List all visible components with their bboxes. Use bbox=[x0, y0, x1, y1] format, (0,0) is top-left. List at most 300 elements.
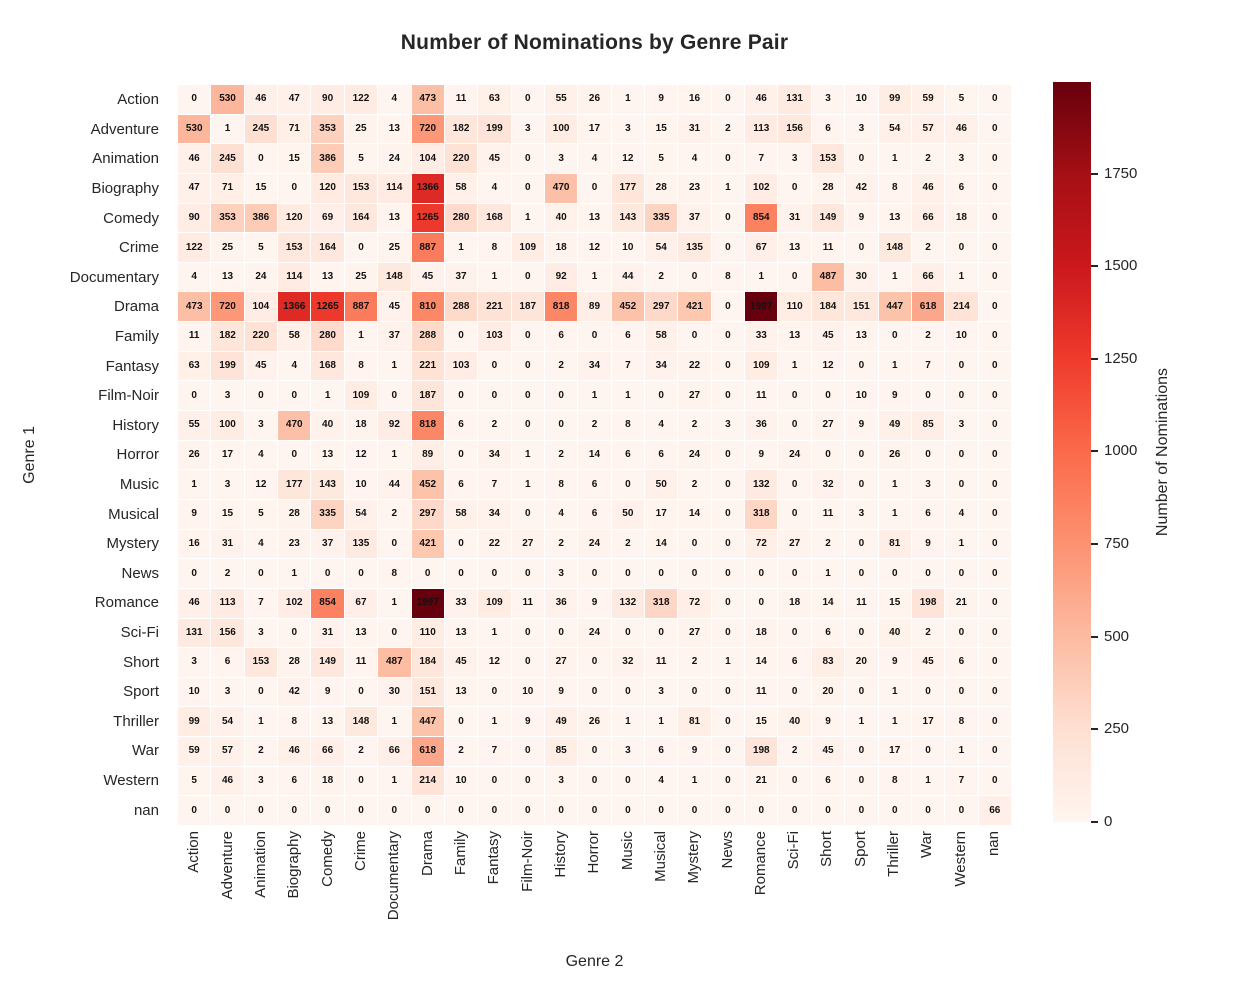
cell-value: 11 bbox=[822, 241, 834, 253]
heatmap-cell bbox=[778, 737, 810, 766]
cell-value: 0 bbox=[191, 389, 197, 401]
heatmap-cell bbox=[845, 381, 877, 410]
cell-value: 9 bbox=[858, 419, 865, 431]
cell-value: 54 bbox=[221, 715, 234, 727]
cell-value: 24 bbox=[588, 626, 601, 638]
cell-value: 0 bbox=[858, 478, 865, 490]
x-tick-label: Action bbox=[185, 831, 203, 873]
heatmap-cell bbox=[378, 381, 410, 410]
cell-value: 12 bbox=[822, 360, 834, 372]
cell-value: 473 bbox=[185, 300, 203, 312]
cell-value: 1 bbox=[725, 182, 731, 194]
heatmap-cell bbox=[945, 292, 977, 321]
y-tick-label: Family bbox=[114, 328, 159, 346]
cell-value: 5 bbox=[191, 775, 197, 787]
heatmap-cell bbox=[979, 411, 1011, 440]
cell-value: 318 bbox=[652, 597, 670, 609]
heatmap-cell bbox=[745, 441, 777, 470]
cell-value: 30 bbox=[388, 686, 400, 698]
colorbar-tick-label: 250 bbox=[1104, 720, 1130, 738]
cell-value: 1 bbox=[891, 360, 898, 372]
heatmap-cell bbox=[778, 589, 810, 618]
heatmap-cell bbox=[945, 411, 977, 440]
cell-value: 0 bbox=[992, 211, 998, 223]
heatmap-cell bbox=[678, 707, 710, 736]
heatmap-cell bbox=[311, 322, 343, 351]
heatmap-cell bbox=[712, 411, 744, 440]
heatmap-cell bbox=[678, 441, 710, 470]
cell-value: 0 bbox=[491, 804, 498, 816]
heatmap-cell bbox=[845, 144, 877, 173]
cell-value: 14 bbox=[755, 656, 767, 668]
cell-value: 81 bbox=[889, 537, 901, 549]
cell-value: 199 bbox=[486, 122, 503, 134]
cell-value: 0 bbox=[891, 804, 898, 816]
cell-value: 1 bbox=[958, 271, 965, 283]
cell-value: 34 bbox=[588, 360, 601, 372]
heatmap-cell bbox=[311, 174, 343, 203]
heatmap-cell bbox=[378, 530, 410, 559]
cell-value: 28 bbox=[822, 182, 834, 194]
cell-value: 1 bbox=[524, 478, 531, 490]
cell-value: 4 bbox=[591, 152, 598, 164]
heatmap-cell bbox=[612, 144, 644, 173]
cell-value: 37 bbox=[689, 211, 701, 223]
heatmap-cell bbox=[912, 85, 944, 114]
heatmap-cell bbox=[578, 322, 610, 351]
heatmap-cell bbox=[311, 589, 343, 618]
cell-value: 49 bbox=[555, 715, 567, 727]
cell-value: 14 bbox=[655, 537, 667, 549]
heatmap-cell bbox=[545, 530, 577, 559]
cell-value: 0 bbox=[524, 508, 531, 520]
heatmap-cell bbox=[412, 85, 444, 114]
heatmap-cell bbox=[812, 352, 844, 381]
cell-value: 0 bbox=[725, 241, 731, 253]
cell-value: 3 bbox=[224, 686, 231, 698]
heatmap-cell bbox=[445, 707, 477, 736]
cell-value: 0 bbox=[791, 478, 798, 490]
heatmap-cell bbox=[378, 767, 410, 796]
cell-value: 0 bbox=[825, 448, 831, 460]
heatmap-cell bbox=[845, 233, 877, 262]
x-tick-label: Documentary bbox=[385, 831, 403, 921]
heatmap-cell bbox=[245, 85, 277, 114]
cell-value: 151 bbox=[419, 686, 437, 698]
heatmap-cell bbox=[712, 737, 744, 766]
heatmap-cell bbox=[178, 470, 210, 499]
cell-value: 9 bbox=[558, 686, 564, 698]
heatmap-cell bbox=[645, 381, 677, 410]
heatmap-cell bbox=[545, 174, 577, 203]
cell-value: 0 bbox=[925, 567, 931, 579]
cell-value: 18 bbox=[322, 775, 334, 787]
cell-value: 66 bbox=[989, 804, 1001, 816]
heatmap-cell bbox=[845, 796, 877, 825]
cell-value: 99 bbox=[188, 715, 200, 727]
heatmap-cell bbox=[945, 85, 977, 114]
cell-value: 3 bbox=[524, 122, 531, 134]
x-tick-label: Animation bbox=[252, 831, 270, 898]
heatmap-cell bbox=[278, 411, 310, 440]
heatmap-cell bbox=[378, 174, 410, 203]
heatmap-cell bbox=[345, 470, 377, 499]
cell-value: 1 bbox=[391, 715, 398, 727]
y-tick-label: Sci-Fi bbox=[120, 624, 159, 642]
heatmap-cell bbox=[245, 589, 277, 618]
cell-value: 0 bbox=[725, 686, 731, 698]
heatmap-cell bbox=[979, 204, 1011, 233]
cell-value: 4 bbox=[658, 775, 664, 787]
cell-value: 58 bbox=[455, 508, 467, 520]
heatmap-cell bbox=[211, 559, 243, 588]
cell-value: 1 bbox=[324, 389, 331, 401]
cell-value: 40 bbox=[889, 626, 901, 638]
cell-value: 818 bbox=[552, 300, 570, 312]
colorbar-tick-mark bbox=[1091, 728, 1098, 730]
heatmap-cell bbox=[178, 530, 210, 559]
cell-value: 6 bbox=[958, 656, 965, 668]
heatmap-cell bbox=[578, 707, 610, 736]
heatmap-cell bbox=[412, 796, 444, 825]
cell-value: 6 bbox=[591, 508, 598, 520]
cell-value: 1 bbox=[191, 478, 197, 490]
cell-value: 2 bbox=[591, 419, 598, 431]
heatmap-cell bbox=[545, 204, 577, 233]
heatmap-cell bbox=[645, 411, 677, 440]
heatmap-cell bbox=[678, 589, 710, 618]
heatmap-cell bbox=[378, 707, 410, 736]
heatmap-cell bbox=[178, 796, 210, 825]
heatmap-cell bbox=[645, 648, 677, 677]
cell-value: 0 bbox=[858, 152, 865, 164]
cell-value: 47 bbox=[288, 93, 300, 105]
heatmap-cell bbox=[278, 796, 310, 825]
cell-value: 99 bbox=[889, 93, 901, 105]
cell-value: 46 bbox=[188, 152, 200, 164]
cell-value: 18 bbox=[955, 211, 967, 223]
cell-value: 33 bbox=[755, 330, 767, 342]
cell-value: 83 bbox=[822, 656, 834, 668]
heatmap-cell bbox=[578, 796, 610, 825]
cell-value: 0 bbox=[725, 567, 731, 579]
cell-value: 6 bbox=[825, 775, 831, 787]
heatmap-cell bbox=[512, 352, 544, 381]
cell-value: 9 bbox=[825, 715, 831, 727]
cell-value: 100 bbox=[219, 419, 236, 431]
heatmap-cell bbox=[378, 263, 410, 292]
heatmap-cell bbox=[812, 737, 844, 766]
heatmap-cell bbox=[778, 144, 810, 173]
heatmap-cell bbox=[311, 767, 343, 796]
heatmap-cell bbox=[378, 292, 410, 321]
cell-value: 23 bbox=[288, 537, 300, 549]
heatmap-cell bbox=[879, 589, 911, 618]
heatmap-cell bbox=[178, 352, 210, 381]
cell-value: 7 bbox=[925, 360, 931, 372]
cell-value: 353 bbox=[319, 122, 336, 134]
cell-value: 24 bbox=[689, 448, 701, 460]
cell-value: 8 bbox=[891, 182, 898, 194]
cell-value: 44 bbox=[622, 271, 634, 283]
heatmap-cell bbox=[445, 648, 477, 677]
cell-value: 36 bbox=[755, 419, 767, 431]
cell-value: 153 bbox=[819, 152, 837, 164]
heatmap-cell bbox=[545, 678, 577, 707]
heatmap-cell bbox=[211, 115, 243, 144]
cell-value: 3 bbox=[558, 152, 564, 164]
heatmap-cell bbox=[712, 619, 744, 648]
cell-value: 0 bbox=[725, 626, 731, 638]
heatmap-cell bbox=[612, 589, 644, 618]
heatmap-cell bbox=[912, 678, 944, 707]
heatmap-cell bbox=[512, 204, 544, 233]
heatmap-cell bbox=[945, 737, 977, 766]
cell-value: 54 bbox=[655, 241, 667, 253]
cell-value: 0 bbox=[258, 389, 264, 401]
cell-value: 0 bbox=[391, 626, 398, 638]
cell-value: 135 bbox=[686, 241, 703, 253]
heatmap-cell bbox=[912, 767, 944, 796]
cell-value: 3 bbox=[258, 419, 264, 431]
heatmap-cell bbox=[478, 292, 510, 321]
cell-value: 0 bbox=[958, 567, 965, 579]
heatmap-cell bbox=[578, 767, 610, 796]
heatmap-cell bbox=[945, 619, 977, 648]
heatmap-cell bbox=[945, 796, 977, 825]
heatmap-cell bbox=[745, 500, 777, 529]
heatmap-cell bbox=[378, 85, 410, 114]
heatmap-cell bbox=[311, 411, 343, 440]
cell-value: 1 bbox=[691, 775, 698, 787]
heatmap-cell bbox=[645, 737, 677, 766]
heatmap-cell bbox=[445, 115, 477, 144]
heatmap-cell bbox=[879, 530, 911, 559]
cell-value: 81 bbox=[689, 715, 701, 727]
cell-value: 46 bbox=[755, 93, 767, 105]
x-tick-label: Biography bbox=[285, 831, 303, 899]
cell-value: 1 bbox=[491, 715, 498, 727]
heatmap-cell bbox=[979, 559, 1011, 588]
cell-value: 26 bbox=[588, 93, 601, 105]
heatmap-cell bbox=[612, 470, 644, 499]
cell-value: 66 bbox=[388, 745, 400, 757]
cell-value: 0 bbox=[725, 478, 731, 490]
cell-value: 2 bbox=[925, 152, 931, 164]
heatmap-cell bbox=[778, 441, 810, 470]
heatmap-cell bbox=[945, 381, 977, 410]
cell-value: 7 bbox=[491, 478, 498, 490]
heatmap-cell bbox=[412, 411, 444, 440]
heatmap-cell bbox=[545, 381, 577, 410]
heatmap-cell bbox=[778, 796, 810, 825]
heatmap-cell bbox=[578, 411, 610, 440]
cell-value: 0 bbox=[591, 745, 598, 757]
heatmap-cell bbox=[778, 648, 810, 677]
cell-value: 0 bbox=[691, 271, 698, 283]
cell-value: 4 bbox=[958, 508, 965, 520]
heatmap-cell bbox=[245, 500, 277, 529]
cell-value: 2 bbox=[558, 537, 564, 549]
cell-value: 0 bbox=[858, 360, 865, 372]
heatmap-cell bbox=[211, 85, 243, 114]
cell-value: 59 bbox=[922, 93, 934, 105]
cell-value: 28 bbox=[655, 182, 667, 194]
cell-value: 0 bbox=[524, 360, 531, 372]
cell-value: 288 bbox=[452, 300, 470, 312]
heatmap-cell bbox=[879, 648, 911, 677]
heatmap-cell bbox=[845, 500, 877, 529]
cell-value: 8 bbox=[891, 775, 898, 787]
cell-value: 530 bbox=[185, 122, 203, 134]
heatmap-cell bbox=[211, 796, 243, 825]
heatmap-cell bbox=[245, 174, 277, 203]
heatmap-cell bbox=[778, 619, 810, 648]
heatmap-cell bbox=[812, 115, 844, 144]
heatmap-cell bbox=[979, 441, 1011, 470]
heatmap-cell bbox=[745, 233, 777, 262]
heatmap-cell bbox=[712, 707, 744, 736]
cell-value: 11 bbox=[455, 93, 467, 105]
heatmap-cell bbox=[612, 352, 644, 381]
heatmap-cell bbox=[245, 322, 277, 351]
cell-value: 720 bbox=[219, 300, 236, 312]
heatmap-cell bbox=[178, 204, 210, 233]
heatmap-cell bbox=[311, 292, 343, 321]
heatmap-cell bbox=[545, 648, 577, 677]
heatmap-cell bbox=[645, 233, 677, 262]
heatmap-cell bbox=[778, 767, 810, 796]
cell-value: 0 bbox=[992, 745, 998, 757]
cell-value: 421 bbox=[686, 300, 703, 312]
heatmap-cell bbox=[178, 559, 210, 588]
heatmap-cell bbox=[445, 204, 477, 233]
heatmap-cell bbox=[678, 144, 710, 173]
heatmap-cell bbox=[512, 115, 544, 144]
heatmap-cell bbox=[812, 589, 844, 618]
cell-value: 0 bbox=[791, 775, 798, 787]
heatmap-cell bbox=[912, 174, 944, 203]
heatmap-cell bbox=[845, 707, 877, 736]
y-tick-label: Drama bbox=[113, 298, 159, 316]
heatmap-cell bbox=[445, 411, 477, 440]
heatmap-cell bbox=[378, 589, 410, 618]
heatmap-cell bbox=[678, 796, 710, 825]
heatmap-cell bbox=[445, 381, 477, 410]
heatmap-cell bbox=[912, 470, 944, 499]
heatmap-cell bbox=[645, 796, 677, 825]
heatmap-cell bbox=[612, 500, 644, 529]
cell-value: 0 bbox=[458, 389, 464, 401]
cell-value: 85 bbox=[922, 419, 934, 431]
cell-value: 21 bbox=[955, 597, 967, 609]
cell-value: 0 bbox=[524, 152, 531, 164]
cell-value: 58 bbox=[288, 330, 300, 342]
heatmap-cell bbox=[245, 678, 277, 707]
cell-value: 0 bbox=[725, 775, 731, 787]
cell-value: 148 bbox=[385, 271, 403, 283]
cell-value: 470 bbox=[552, 182, 570, 194]
colorbar-tick-label: 1500 bbox=[1104, 257, 1138, 275]
x-tick-label: Thriller bbox=[885, 831, 903, 877]
cell-value: 0 bbox=[524, 271, 531, 283]
heatmap-cell bbox=[278, 381, 310, 410]
heatmap-cell bbox=[879, 619, 911, 648]
heatmap-cell bbox=[712, 530, 744, 559]
cell-value: 0 bbox=[725, 300, 731, 312]
cell-value: 1265 bbox=[316, 300, 339, 312]
heatmap-cell bbox=[578, 144, 610, 173]
heatmap-cell bbox=[278, 678, 310, 707]
cell-value: 1 bbox=[891, 478, 898, 490]
cell-value: 1 bbox=[391, 775, 398, 787]
cell-value: 0 bbox=[491, 360, 498, 372]
heatmap-cell bbox=[879, 470, 911, 499]
cell-value: 13 bbox=[455, 626, 467, 638]
heatmap-cell bbox=[378, 678, 410, 707]
heatmap-cell bbox=[612, 233, 644, 262]
cell-value: 0 bbox=[858, 626, 865, 638]
cell-value: 13 bbox=[455, 686, 467, 698]
heatmap-cell bbox=[478, 470, 510, 499]
heatmap-cell bbox=[545, 441, 577, 470]
cell-value: 7 bbox=[758, 152, 765, 164]
cell-value: 220 bbox=[452, 152, 470, 164]
heatmap-cell bbox=[979, 796, 1011, 825]
heatmap-cell bbox=[778, 263, 810, 292]
cell-value: 6 bbox=[458, 478, 464, 490]
heatmap-cell bbox=[478, 144, 510, 173]
heatmap-cell bbox=[178, 263, 210, 292]
heatmap-cell bbox=[512, 648, 544, 677]
cell-value: 0 bbox=[992, 271, 998, 283]
heatmap-cell bbox=[545, 500, 577, 529]
cell-value: 1 bbox=[858, 715, 865, 727]
cell-value: 0 bbox=[658, 626, 664, 638]
cell-value: 0 bbox=[658, 389, 664, 401]
heatmap-cell bbox=[979, 619, 1011, 648]
cell-value: 2 bbox=[258, 745, 264, 757]
heatmap-cell bbox=[278, 767, 310, 796]
heatmap-cell bbox=[845, 204, 877, 233]
cell-value: 1 bbox=[758, 271, 765, 283]
heatmap-cell bbox=[578, 619, 610, 648]
cell-value: 4 bbox=[258, 448, 264, 460]
heatmap-cell bbox=[578, 115, 610, 144]
cell-value: 6 bbox=[458, 419, 464, 431]
cell-value: 198 bbox=[752, 745, 770, 757]
cell-value: 13 bbox=[322, 448, 334, 460]
heatmap-cell bbox=[545, 233, 577, 262]
cell-value: 9 bbox=[758, 448, 765, 460]
cell-value: 11 bbox=[655, 656, 667, 668]
cell-value: 1 bbox=[458, 241, 464, 253]
heatmap-cell bbox=[545, 322, 577, 351]
cell-value: 3 bbox=[958, 152, 965, 164]
heatmap-cell bbox=[478, 174, 510, 203]
cell-value: 0 bbox=[358, 567, 364, 579]
cell-value: 10 bbox=[622, 241, 634, 253]
colorbar-tick-mark bbox=[1091, 265, 1098, 267]
heatmap-cell bbox=[912, 648, 944, 677]
cell-value: 22 bbox=[488, 537, 500, 549]
heatmap-cell bbox=[745, 530, 777, 559]
cell-value: 44 bbox=[388, 478, 400, 490]
heatmap-cell bbox=[211, 530, 243, 559]
heatmap-cell bbox=[778, 174, 810, 203]
heatmap-cell bbox=[945, 263, 977, 292]
heatmap-cell bbox=[378, 322, 410, 351]
